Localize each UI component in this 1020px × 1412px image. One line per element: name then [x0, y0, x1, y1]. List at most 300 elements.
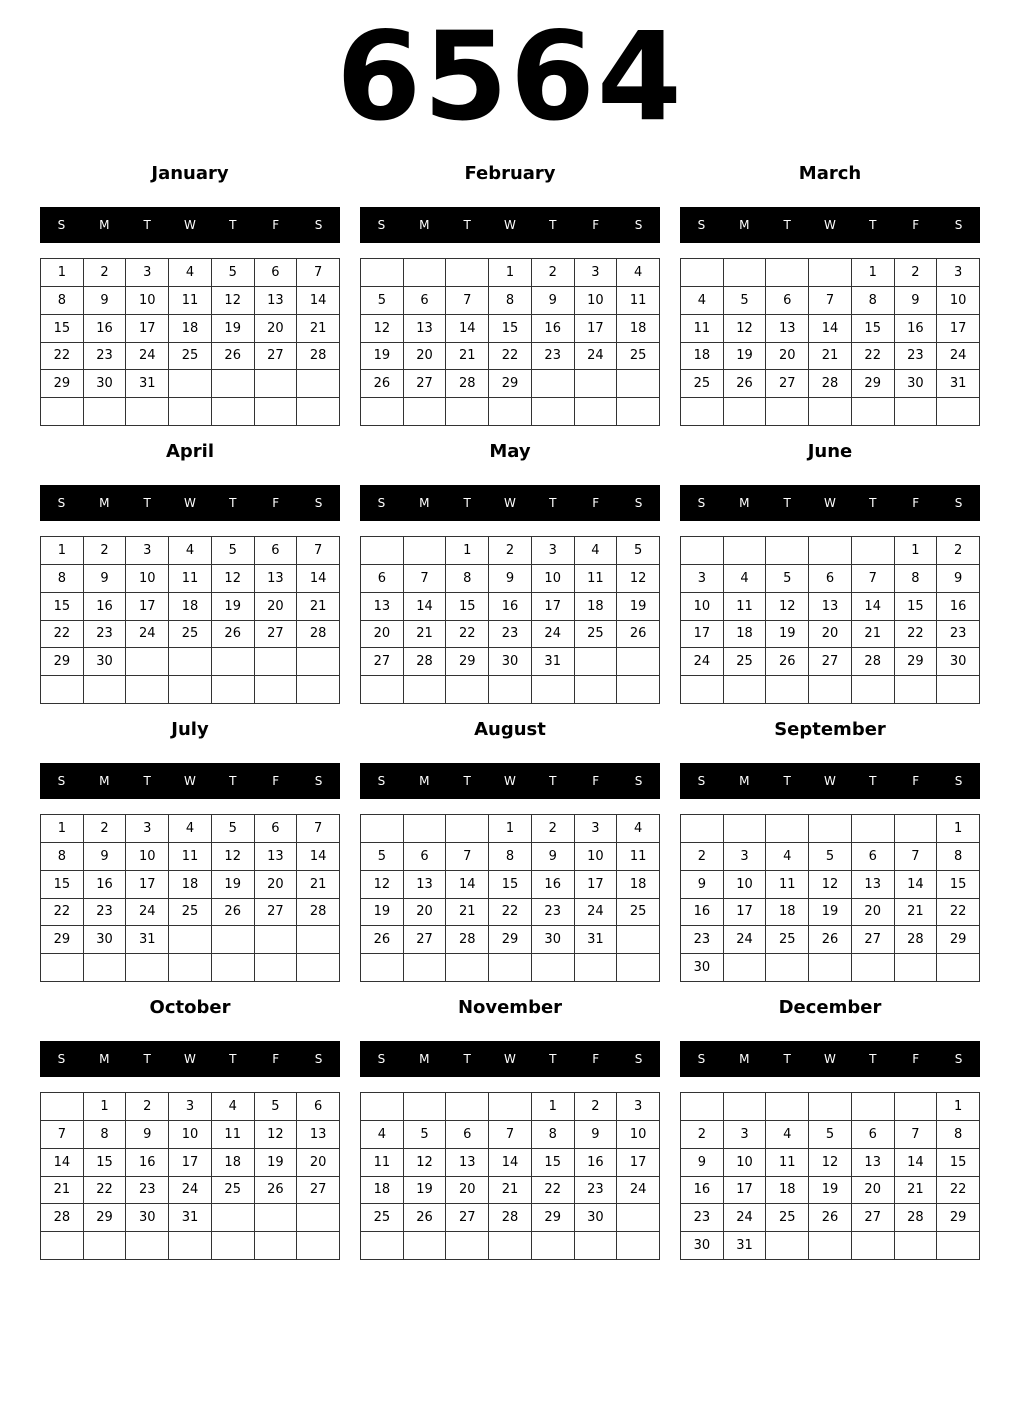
empty-day-cell — [681, 537, 724, 565]
day-cell: 25 — [766, 1204, 809, 1232]
day-cell: 21 — [895, 899, 938, 927]
day-cell: 4 — [617, 259, 660, 287]
weekday-label: T — [549, 1052, 557, 1066]
empty-day-cell — [489, 676, 532, 704]
empty-day-cell — [41, 954, 84, 982]
day-cell: 18 — [681, 343, 724, 371]
day-cell: 27 — [255, 343, 298, 371]
empty-day-cell — [126, 954, 169, 982]
empty-day-cell — [895, 1232, 938, 1260]
day-cell: 13 — [404, 871, 447, 899]
day-cell: 9 — [489, 565, 532, 593]
empty-day-cell — [297, 954, 340, 982]
day-cell: 8 — [446, 565, 489, 593]
day-cell: 23 — [532, 343, 575, 371]
empty-day-cell — [446, 259, 489, 287]
empty-day-cell — [617, 648, 660, 676]
empty-day-cell — [169, 370, 212, 398]
day-cell: 20 — [404, 899, 447, 927]
weekday-label: T — [143, 218, 151, 232]
day-cell: 12 — [212, 565, 255, 593]
day-cell: 21 — [489, 1177, 532, 1205]
weekday-label: W — [504, 218, 516, 232]
day-cell: 17 — [681, 621, 724, 649]
day-cell: 17 — [617, 1149, 660, 1177]
day-cell: 27 — [852, 1204, 895, 1232]
day-cell: 19 — [212, 315, 255, 343]
empty-day-cell — [532, 676, 575, 704]
day-cell: 24 — [681, 648, 724, 676]
day-cell: 8 — [41, 287, 84, 315]
day-cell: 16 — [126, 1149, 169, 1177]
day-cell: 11 — [724, 593, 767, 621]
weekday-label: S — [697, 1052, 706, 1066]
weekday-label: T — [143, 774, 151, 788]
day-cell: 7 — [809, 287, 852, 315]
empty-day-cell — [766, 954, 809, 982]
weekday-label: W — [504, 774, 516, 788]
day-cell: 19 — [212, 593, 255, 621]
weekday-label: T — [549, 218, 557, 232]
weekday-header — [40, 763, 340, 799]
day-cell: 12 — [766, 593, 809, 621]
day-grid — [40, 536, 340, 704]
day-cell: 20 — [255, 593, 298, 621]
month-may — [360, 440, 660, 710]
day-cell: 2 — [575, 1093, 618, 1121]
day-cell: 24 — [724, 926, 767, 954]
day-cell: 8 — [937, 843, 980, 871]
empty-day-cell — [446, 676, 489, 704]
month-title: May — [489, 441, 531, 462]
day-cell: 1 — [937, 815, 980, 843]
day-cell: 26 — [361, 370, 404, 398]
empty-day-cell — [681, 1093, 724, 1121]
day-cell: 17 — [126, 315, 169, 343]
day-cell: 6 — [361, 565, 404, 593]
day-cell: 21 — [297, 871, 340, 899]
day-cell: 31 — [126, 370, 169, 398]
day-cell: 2 — [532, 259, 575, 287]
empty-day-cell — [852, 398, 895, 426]
day-cell: 15 — [41, 315, 84, 343]
day-cell: 13 — [852, 1149, 895, 1177]
day-cell: 28 — [446, 926, 489, 954]
day-cell: 28 — [446, 370, 489, 398]
empty-day-cell — [937, 1232, 980, 1260]
day-cell: 21 — [446, 899, 489, 927]
empty-day-cell — [852, 1232, 895, 1260]
day-cell: 4 — [766, 843, 809, 871]
day-cell: 26 — [212, 343, 255, 371]
day-cell: 22 — [41, 343, 84, 371]
day-cell: 24 — [126, 343, 169, 371]
day-cell: 18 — [617, 315, 660, 343]
day-cell: 6 — [852, 1121, 895, 1149]
day-cell: 20 — [766, 343, 809, 371]
empty-day-cell — [489, 1232, 532, 1260]
empty-day-cell — [404, 954, 447, 982]
day-cell: 28 — [41, 1204, 84, 1232]
day-cell: 21 — [404, 621, 447, 649]
month-june — [680, 440, 980, 710]
empty-day-cell — [617, 370, 660, 398]
empty-day-cell — [575, 954, 618, 982]
empty-day-cell — [169, 1232, 212, 1260]
day-cell: 18 — [169, 593, 212, 621]
day-cell: 29 — [489, 926, 532, 954]
empty-day-cell — [724, 1093, 767, 1121]
day-cell: 22 — [489, 343, 532, 371]
day-cell: 22 — [937, 899, 980, 927]
weekday-label: S — [57, 496, 66, 510]
weekday-label: S — [634, 496, 643, 510]
day-cell: 14 — [297, 843, 340, 871]
weekday-label: T — [229, 774, 237, 788]
weekday-label: S — [57, 1052, 66, 1066]
day-cell: 9 — [681, 871, 724, 899]
day-cell: 10 — [126, 287, 169, 315]
weekday-label: S — [57, 218, 66, 232]
day-cell: 2 — [84, 259, 127, 287]
day-cell: 5 — [617, 537, 660, 565]
empty-day-cell — [297, 648, 340, 676]
weekday-label: T — [463, 1052, 471, 1066]
empty-day-cell — [404, 815, 447, 843]
day-cell: 18 — [766, 1177, 809, 1205]
day-cell: 14 — [41, 1149, 84, 1177]
empty-day-cell — [852, 954, 895, 982]
empty-day-cell — [617, 1204, 660, 1232]
day-cell: 29 — [937, 1204, 980, 1232]
weekday-label: S — [697, 496, 706, 510]
weekday-header — [40, 1041, 340, 1077]
empty-day-cell — [404, 1093, 447, 1121]
day-cell: 23 — [126, 1177, 169, 1205]
weekday-label: M — [739, 218, 750, 232]
day-grid — [360, 1092, 660, 1260]
weekday-label: S — [697, 218, 706, 232]
day-cell: 24 — [169, 1177, 212, 1205]
weekday-label: T — [869, 496, 877, 510]
day-cell: 9 — [937, 565, 980, 593]
empty-day-cell — [895, 954, 938, 982]
weekday-header — [360, 485, 660, 521]
day-cell: 2 — [937, 537, 980, 565]
day-cell: 20 — [446, 1177, 489, 1205]
day-cell: 2 — [681, 1121, 724, 1149]
weekday-label: S — [634, 774, 643, 788]
weekday-label: F — [272, 774, 280, 788]
weekday-label: F — [912, 218, 920, 232]
empty-day-cell — [724, 676, 767, 704]
day-cell: 7 — [297, 537, 340, 565]
day-cell: 17 — [532, 593, 575, 621]
weekday-label: W — [824, 496, 836, 510]
empty-day-cell — [169, 648, 212, 676]
empty-day-cell — [126, 1232, 169, 1260]
weekday-header — [360, 207, 660, 243]
day-cell: 7 — [446, 287, 489, 315]
day-cell: 15 — [41, 871, 84, 899]
day-cell: 9 — [84, 843, 127, 871]
day-cell: 13 — [852, 871, 895, 899]
empty-day-cell — [937, 676, 980, 704]
day-cell: 26 — [809, 1204, 852, 1232]
empty-day-cell — [895, 815, 938, 843]
day-cell: 14 — [809, 315, 852, 343]
day-cell: 8 — [532, 1121, 575, 1149]
day-cell: 1 — [41, 259, 84, 287]
empty-day-cell — [169, 676, 212, 704]
day-cell: 16 — [575, 1149, 618, 1177]
day-cell: 9 — [895, 287, 938, 315]
day-cell: 16 — [532, 871, 575, 899]
day-cell: 11 — [212, 1121, 255, 1149]
weekday-label: M — [99, 218, 110, 232]
day-cell: 9 — [84, 565, 127, 593]
day-cell: 11 — [766, 871, 809, 899]
day-cell: 5 — [766, 565, 809, 593]
empty-day-cell — [446, 398, 489, 426]
day-cell: 12 — [361, 315, 404, 343]
day-cell: 30 — [575, 1204, 618, 1232]
weekday-label: S — [377, 774, 386, 788]
empty-day-cell — [212, 1232, 255, 1260]
day-cell: 19 — [212, 871, 255, 899]
day-cell: 4 — [724, 565, 767, 593]
day-cell: 28 — [404, 648, 447, 676]
month-title: November — [457, 997, 563, 1018]
weekday-label: T — [143, 496, 151, 510]
day-cell: 23 — [84, 621, 127, 649]
empty-day-cell — [766, 1232, 809, 1260]
day-cell: 23 — [895, 343, 938, 371]
day-cell: 30 — [532, 926, 575, 954]
empty-day-cell — [41, 1093, 84, 1121]
day-cell: 26 — [255, 1177, 298, 1205]
empty-day-cell — [766, 815, 809, 843]
empty-day-cell — [255, 926, 298, 954]
empty-day-cell — [41, 398, 84, 426]
day-cell: 18 — [169, 315, 212, 343]
day-cell: 11 — [169, 565, 212, 593]
empty-day-cell — [212, 676, 255, 704]
day-cell: 29 — [446, 648, 489, 676]
day-cell: 29 — [852, 370, 895, 398]
day-cell: 19 — [361, 899, 404, 927]
day-cell: 17 — [724, 1177, 767, 1205]
empty-day-cell — [852, 815, 895, 843]
day-cell: 29 — [489, 370, 532, 398]
day-cell: 14 — [852, 593, 895, 621]
day-cell: 7 — [489, 1121, 532, 1149]
day-cell: 10 — [575, 843, 618, 871]
day-cell: 10 — [724, 1149, 767, 1177]
weekday-label: S — [697, 774, 706, 788]
empty-day-cell — [169, 398, 212, 426]
month-november — [360, 996, 660, 1266]
day-cell: 7 — [895, 1121, 938, 1149]
day-cell: 29 — [895, 648, 938, 676]
day-cell: 4 — [169, 259, 212, 287]
day-cell: 21 — [809, 343, 852, 371]
day-cell: 15 — [41, 593, 84, 621]
day-grid — [40, 258, 340, 426]
day-cell: 31 — [724, 1232, 767, 1260]
empty-day-cell — [937, 398, 980, 426]
empty-day-cell — [404, 537, 447, 565]
weekday-header — [680, 763, 980, 799]
month-title: August — [474, 719, 546, 740]
day-cell: 26 — [404, 1204, 447, 1232]
day-cell: 12 — [724, 315, 767, 343]
day-cell: 27 — [361, 648, 404, 676]
day-cell: 14 — [297, 565, 340, 593]
day-cell: 27 — [852, 926, 895, 954]
day-cell: 25 — [575, 621, 618, 649]
day-cell: 24 — [126, 899, 169, 927]
day-cell: 11 — [169, 287, 212, 315]
day-cell: 22 — [84, 1177, 127, 1205]
year-title: 6564 — [336, 6, 684, 148]
weekday-label: M — [419, 774, 430, 788]
day-cell: 25 — [212, 1177, 255, 1205]
day-cell: 6 — [446, 1121, 489, 1149]
weekday-label: S — [954, 218, 963, 232]
empty-day-cell — [852, 676, 895, 704]
day-cell: 11 — [169, 843, 212, 871]
day-cell: 8 — [41, 565, 84, 593]
day-cell: 26 — [361, 926, 404, 954]
day-cell: 6 — [766, 287, 809, 315]
empty-day-cell — [84, 398, 127, 426]
empty-day-cell — [41, 1232, 84, 1260]
day-cell: 20 — [255, 871, 298, 899]
day-cell: 21 — [852, 621, 895, 649]
month-title: April — [165, 441, 215, 462]
empty-day-cell — [446, 1232, 489, 1260]
weekday-label: T — [463, 496, 471, 510]
empty-day-cell — [895, 398, 938, 426]
weekday-label: S — [57, 774, 66, 788]
weekday-label: T — [869, 1052, 877, 1066]
day-cell: 23 — [532, 899, 575, 927]
weekday-label: S — [954, 774, 963, 788]
day-cell: 27 — [404, 370, 447, 398]
day-cell: 14 — [489, 1149, 532, 1177]
day-cell: 15 — [84, 1149, 127, 1177]
weekday-header — [40, 485, 340, 521]
day-cell: 26 — [617, 621, 660, 649]
empty-day-cell — [212, 954, 255, 982]
weekday-label: S — [314, 1052, 323, 1066]
empty-day-cell — [724, 537, 767, 565]
day-cell: 30 — [126, 1204, 169, 1232]
weekday-header — [680, 1041, 980, 1077]
month-january — [40, 162, 340, 432]
empty-day-cell — [169, 926, 212, 954]
empty-day-cell — [212, 648, 255, 676]
empty-day-cell — [212, 370, 255, 398]
day-cell: 25 — [724, 648, 767, 676]
day-cell: 13 — [766, 315, 809, 343]
day-cell: 19 — [617, 593, 660, 621]
weekday-label: F — [912, 496, 920, 510]
empty-day-cell — [404, 398, 447, 426]
weekday-header — [680, 207, 980, 243]
empty-day-cell — [212, 398, 255, 426]
day-cell: 14 — [446, 871, 489, 899]
day-cell: 31 — [169, 1204, 212, 1232]
weekday-label: M — [419, 1052, 430, 1066]
day-cell: 9 — [126, 1121, 169, 1149]
day-cell: 7 — [895, 843, 938, 871]
day-cell: 20 — [255, 315, 298, 343]
day-cell: 23 — [84, 343, 127, 371]
day-cell: 28 — [297, 621, 340, 649]
day-cell: 29 — [937, 926, 980, 954]
day-cell: 1 — [532, 1093, 575, 1121]
empty-day-cell — [895, 676, 938, 704]
empty-day-cell — [766, 398, 809, 426]
day-cell: 1 — [895, 537, 938, 565]
day-cell: 27 — [255, 899, 298, 927]
day-cell: 20 — [852, 899, 895, 927]
day-cell: 7 — [297, 815, 340, 843]
day-cell: 14 — [895, 1149, 938, 1177]
day-cell: 25 — [617, 899, 660, 927]
day-cell: 23 — [489, 621, 532, 649]
day-cell: 17 — [724, 899, 767, 927]
day-cell: 21 — [895, 1177, 938, 1205]
day-cell: 1 — [489, 259, 532, 287]
day-cell: 6 — [404, 843, 447, 871]
day-cell: 24 — [532, 621, 575, 649]
day-cell: 16 — [937, 593, 980, 621]
empty-day-cell — [532, 1232, 575, 1260]
day-cell: 6 — [255, 259, 298, 287]
day-cell: 10 — [126, 843, 169, 871]
weekday-label: M — [99, 774, 110, 788]
day-cell: 4 — [617, 815, 660, 843]
day-cell: 10 — [617, 1121, 660, 1149]
day-cell: 2 — [681, 843, 724, 871]
day-cell: 29 — [532, 1204, 575, 1232]
month-july — [40, 718, 340, 988]
day-cell: 13 — [297, 1121, 340, 1149]
day-cell: 2 — [489, 537, 532, 565]
weekday-label: T — [783, 1052, 791, 1066]
empty-day-cell — [84, 954, 127, 982]
empty-day-cell — [809, 1093, 852, 1121]
day-cell: 3 — [724, 843, 767, 871]
day-cell: 30 — [681, 1232, 724, 1260]
empty-day-cell — [446, 954, 489, 982]
weekday-header — [360, 763, 660, 799]
empty-day-cell — [809, 815, 852, 843]
day-cell: 31 — [532, 648, 575, 676]
weekday-label: W — [824, 774, 836, 788]
day-cell: 29 — [41, 926, 84, 954]
weekday-label: F — [592, 218, 600, 232]
empty-day-cell — [84, 676, 127, 704]
empty-day-cell — [766, 537, 809, 565]
empty-day-cell — [489, 954, 532, 982]
day-cell: 25 — [766, 926, 809, 954]
day-cell: 10 — [532, 565, 575, 593]
month-april — [40, 440, 340, 710]
